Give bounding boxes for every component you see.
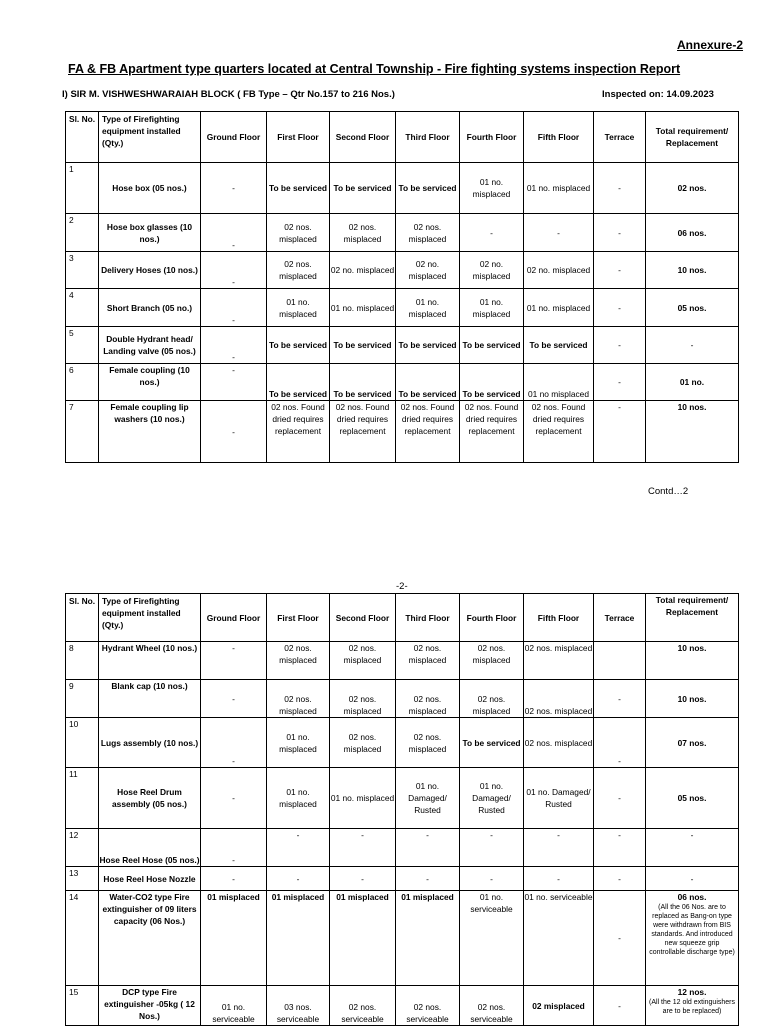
cell-terrace: - (594, 252, 646, 289)
cell-total: 02 nos. (646, 163, 739, 214)
header-fourth: Fourth Floor (460, 112, 524, 163)
cell-total-note: (All the 06 Nos. are to replaced as Bang-on type were withdrawn from BIS standards. And introduced new squeeze grip controllable discharge type) (649, 904, 735, 956)
header-first: First Floor (267, 594, 330, 642)
cell-sl: 4 (66, 289, 99, 327)
header-fifth: Fifth Floor (524, 594, 594, 642)
continued-label: Contd…2 (648, 486, 689, 497)
cell-ground: - (201, 680, 267, 718)
table-row (66, 364, 739, 401)
cell-second: To be serviced (330, 364, 396, 401)
cell-second: 01 no. misplaced (330, 768, 396, 829)
cell-terrace: - (594, 680, 646, 718)
cell-first: - (267, 867, 330, 891)
cell-ground: - (201, 327, 267, 364)
cell-terrace: - (594, 214, 646, 252)
cell-ground: - (201, 829, 267, 867)
cell-total (646, 986, 739, 1026)
cell-type: Short Branch (05 no.) (99, 289, 201, 327)
cell-third: 01 misplaced (396, 891, 460, 986)
cell-type: Hose Reel Drum assembly (05 nos.) (99, 768, 201, 829)
cell-sl: 3 (66, 252, 99, 289)
header-terrace: Terrace (594, 112, 646, 163)
cell-first: 01 no. misplaced (267, 289, 330, 327)
cell-sl: 9 (66, 680, 99, 718)
cell-total: 05 nos. (646, 768, 739, 829)
cell-total: 10 nos. (646, 642, 739, 680)
cell-type: DCP type Fire extinguisher -05kg ( 12 Nos.) (99, 986, 201, 1026)
table-row (66, 829, 739, 867)
header-total: Total requirement/ Replacement (646, 112, 739, 163)
cell-sl: 11 (66, 768, 99, 829)
cell-second: 02 nos. serviceable (330, 986, 396, 1026)
cell-second: - (330, 867, 396, 891)
cell-type: Double Hydrant head/ Landing valve (05 nos.) (99, 327, 201, 364)
cell-fifth: 02 misplaced (524, 986, 594, 1026)
cell-terrace: - (594, 768, 646, 829)
cell-ground: - (201, 768, 267, 829)
cell-fourth: 01 no. misplaced (460, 289, 524, 327)
cell-type: Delivery Hoses (10 nos.) (99, 252, 201, 289)
cell-third: 02 nos. misplaced (396, 642, 460, 680)
header-third: Third Floor (396, 112, 460, 163)
cell-ground: - (201, 401, 267, 463)
cell-total: 01 no. (646, 364, 739, 401)
header-sl: Sl. No. (66, 112, 99, 163)
block-heading: I) SIR M. VISHWESHWARAIAH BLOCK ( FB Type – Qtr No.157 to 216 Nos.) (62, 89, 395, 100)
cell-total (646, 891, 739, 986)
table-row (66, 327, 739, 364)
cell-fourth: 02 nos. misplaced (460, 642, 524, 680)
cell-ground: 01 misplaced (201, 891, 267, 986)
header-ground: Ground Floor (201, 594, 267, 642)
table-header-row (66, 594, 739, 642)
cell-sl: 13 (66, 867, 99, 891)
cell-fifth: 02 nos. misplaced (524, 680, 594, 718)
cell-terrace: - (594, 891, 646, 986)
cell-sl: 5 (66, 327, 99, 364)
cell-fifth: - (524, 867, 594, 891)
cell-type: Hose box (05 nos.) (99, 163, 201, 214)
cell-total: 07 nos. (646, 718, 739, 768)
cell-sl: 10 (66, 718, 99, 768)
cell-first: 03 nos. serviceable (267, 986, 330, 1026)
cell-type: Hydrant Wheel (10 nos.) (99, 642, 201, 680)
header-first: First Floor (267, 112, 330, 163)
cell-fifth: 01 no. serviceable (524, 891, 594, 986)
header-second: Second Floor (330, 112, 396, 163)
table-row (66, 401, 739, 463)
cell-first: 02 nos. Found dried requires replacement (267, 401, 330, 463)
cell-third: 02 nos. misplaced (396, 680, 460, 718)
cell-total: 06 nos. (646, 214, 739, 252)
cell-type: Female coupling (10 nos.) (99, 364, 201, 401)
cell-terrace (594, 642, 646, 680)
cell-type: Blank cap (10 nos.) (99, 680, 201, 718)
cell-first: To be serviced (267, 364, 330, 401)
inspection-date: Inspected on: 14.09.2023 (602, 89, 714, 100)
cell-second: 02 nos. misplaced (330, 718, 396, 768)
header-terrace: Terrace (594, 594, 646, 642)
cell-total: - (646, 829, 739, 867)
cell-type: Hose Reel Hose Nozzle (99, 867, 201, 891)
cell-fourth: - (460, 829, 524, 867)
cell-terrace: - (594, 829, 646, 867)
inspection-table-page-2 (65, 593, 739, 1026)
cell-first: 02 nos. misplaced (267, 252, 330, 289)
cell-total: 10 nos. (646, 401, 739, 463)
inspection-table-page-1 (65, 111, 739, 463)
table-row (66, 718, 739, 768)
header-ground: Ground Floor (201, 112, 267, 163)
table-row (66, 680, 739, 718)
cell-type: Hose Reel Hose (05 nos.) (99, 829, 201, 867)
cell-third: To be serviced (396, 327, 460, 364)
cell-third: 02 nos. Found dried requires replacement (396, 401, 460, 463)
cell-sl: 7 (66, 401, 99, 463)
cell-third: - (396, 829, 460, 867)
cell-fourth: To be serviced (460, 327, 524, 364)
cell-second: To be serviced (330, 163, 396, 214)
cell-third: 02 nos. serviceable (396, 986, 460, 1026)
header-fifth: Fifth Floor (524, 112, 594, 163)
cell-ground: - (201, 252, 267, 289)
cell-second: - (330, 829, 396, 867)
table-row (66, 289, 739, 327)
cell-ground: - (201, 867, 267, 891)
cell-second: 02 nos. misplaced (330, 214, 396, 252)
cell-terrace: - (594, 327, 646, 364)
cell-ground: - (201, 364, 267, 401)
cell-fifth: 01 no. misplaced (524, 289, 594, 327)
cell-total-note: (All the 12 old extinguishers are to be replaced) (649, 999, 735, 1015)
cell-type: Female coupling lip washers (10 nos.) (99, 401, 201, 463)
header-third: Third Floor (396, 594, 460, 642)
cell-fourth: 01 no. misplaced (460, 163, 524, 214)
cell-fourth: - (460, 867, 524, 891)
cell-terrace: - (594, 364, 646, 401)
cell-fourth: 02 nos. Found dried requires replacement (460, 401, 524, 463)
cell-fifth: 01 no. misplaced (524, 163, 594, 214)
table-row (66, 214, 739, 252)
cell-fourth: To be serviced (460, 364, 524, 401)
table-header-row (66, 112, 739, 163)
cell-fifth: 01 no. Damaged/ Rusted (524, 768, 594, 829)
cell-third: - (396, 867, 460, 891)
cell-second: 01 misplaced (330, 891, 396, 986)
cell-sl: 15 (66, 986, 99, 1026)
cell-fifth: To be serviced (524, 327, 594, 364)
header-type: Type of Firefighting equipment installed (Qty.) (99, 112, 201, 163)
cell-first: - (267, 829, 330, 867)
header-total: Total requirement/ Replacement (646, 594, 739, 642)
cell-third: To be serviced (396, 163, 460, 214)
annexure-label: Annexure-2 (677, 38, 744, 52)
cell-fifth: - (524, 214, 594, 252)
page-number: -2- (396, 581, 408, 592)
header-type: Type of Firefighting equipment installed (Qty.) (99, 594, 201, 642)
cell-ground: - (201, 214, 267, 252)
cell-terrace: - (594, 986, 646, 1026)
cell-terrace: - (594, 867, 646, 891)
cell-fifth: 02 no. misplaced (524, 252, 594, 289)
table-row (66, 163, 739, 214)
cell-second: 02 nos. Found dried requires replacement (330, 401, 396, 463)
table-row (66, 986, 739, 1026)
cell-total: - (646, 867, 739, 891)
table-row (66, 867, 739, 891)
header-fourth: Fourth Floor (460, 594, 524, 642)
cell-first: 01 no. misplaced (267, 768, 330, 829)
cell-third: To be serviced (396, 364, 460, 401)
cell-second: To be serviced (330, 327, 396, 364)
cell-first: To be serviced (267, 163, 330, 214)
table-row (66, 768, 739, 829)
cell-sl: 12 (66, 829, 99, 867)
cell-second: 02 nos. misplaced (330, 680, 396, 718)
cell-fifth: 01 no misplaced (524, 364, 594, 401)
cell-total: 10 nos. (646, 680, 739, 718)
cell-total: 10 nos. (646, 252, 739, 289)
cell-total-value: 12 nos. (677, 987, 707, 997)
cell-second: 01 no. misplaced (330, 289, 396, 327)
cell-sl: 6 (66, 364, 99, 401)
cell-first: 01 no. misplaced (267, 718, 330, 768)
cell-type: Lugs assembly (10 nos.) (99, 718, 201, 768)
cell-total-value: 06 nos. (677, 892, 707, 902)
cell-sl: 1 (66, 163, 99, 214)
cell-fifth: 02 nos. misplaced (524, 718, 594, 768)
cell-sl: 2 (66, 214, 99, 252)
cell-third: 01 no. Damaged/ Rusted (396, 768, 460, 829)
cell-first: 01 misplaced (267, 891, 330, 986)
cell-fourth: 01 no. Damaged/ Rusted (460, 768, 524, 829)
cell-fourth: 02 no. misplaced (460, 252, 524, 289)
cell-fourth: 01 no. serviceable (460, 891, 524, 986)
cell-first: 02 nos. misplaced (267, 680, 330, 718)
table-row (66, 642, 739, 680)
cell-fifth: - (524, 829, 594, 867)
cell-terrace: - (594, 289, 646, 327)
cell-total: - (646, 327, 739, 364)
cell-terrace: - (594, 718, 646, 768)
cell-total: 05 nos. (646, 289, 739, 327)
cell-fourth: - (460, 214, 524, 252)
cell-fourth: 02 nos. misplaced (460, 680, 524, 718)
cell-first: To be serviced (267, 327, 330, 364)
cell-terrace: - (594, 163, 646, 214)
table-row (66, 891, 739, 986)
cell-fifth: 02 nos. misplaced (524, 642, 594, 680)
cell-ground: - (201, 163, 267, 214)
cell-third: 01 no. misplaced (396, 289, 460, 327)
cell-terrace: - (594, 401, 646, 463)
cell-ground: 01 no. serviceable (201, 986, 267, 1026)
cell-second: 02 nos. misplaced (330, 642, 396, 680)
header-second: Second Floor (330, 594, 396, 642)
cell-third: 02 no. misplaced (396, 252, 460, 289)
cell-fourth: To be serviced (460, 718, 524, 768)
cell-sl: 14 (66, 891, 99, 986)
report-title: FA & FB Apartment type quarters located at Central Township - Fire fighting systems inspection Report (68, 62, 681, 76)
cell-ground: - (201, 718, 267, 768)
table-row (66, 252, 739, 289)
header-sl: Sl. No. (66, 594, 99, 642)
cell-sl: 8 (66, 642, 99, 680)
cell-first: 02 nos. misplaced (267, 642, 330, 680)
cell-fourth: 02 nos. serviceable (460, 986, 524, 1026)
cell-ground: - (201, 642, 267, 680)
cell-type: Water-CO2 type Fire extinguisher of 09 liters capacity (06 Nos.) (99, 891, 201, 986)
cell-first: 02 nos. misplaced (267, 214, 330, 252)
cell-fifth: 02 nos. Found dried requires replacement (524, 401, 594, 463)
cell-third: 02 nos. misplaced (396, 214, 460, 252)
cell-ground: - (201, 289, 267, 327)
cell-second: 02 no. misplaced (330, 252, 396, 289)
cell-type: Hose box glasses (10 nos.) (99, 214, 201, 252)
cell-third: 02 nos. misplaced (396, 718, 460, 768)
